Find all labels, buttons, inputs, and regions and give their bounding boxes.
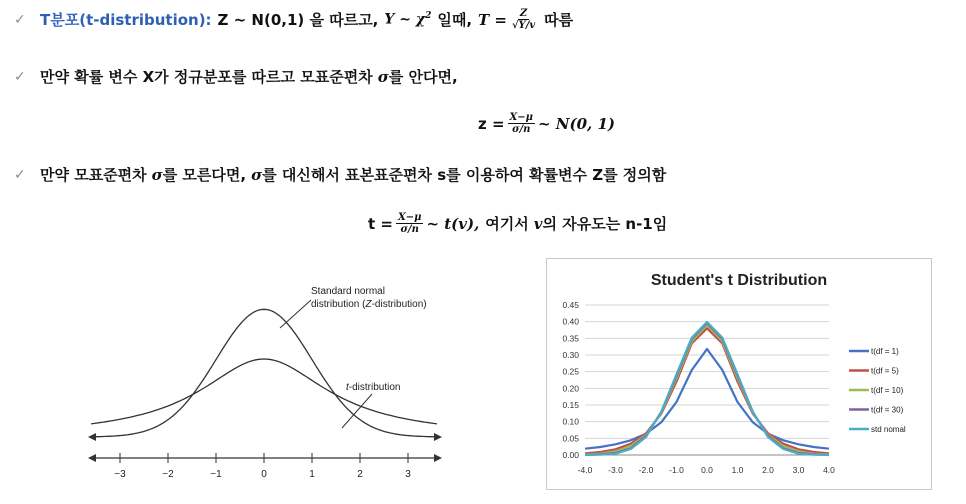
x-tick-label: −3 (114, 469, 126, 480)
y-tick-label: 0.40 (562, 316, 579, 327)
x-tick-label: 1 (309, 469, 315, 480)
y-tick-label: 0.35 (562, 333, 579, 344)
t-formula-text2: 의 자유도는 n-1임 (542, 215, 668, 233)
x-tick-label: 2.0 (762, 465, 774, 475)
x-axis-left-arrow (88, 454, 96, 462)
chart-title: Student's t Distribution (650, 272, 828, 289)
t-formula-rhs: ~ t(v), (426, 214, 480, 233)
y-tick-label: 0.20 (562, 383, 579, 394)
legend-label: t(df = 30) (871, 405, 904, 415)
bullet-unknown-sigma (14, 164, 666, 185)
x-tick-label: 0.0 (701, 465, 713, 475)
normal-label-leader (280, 300, 311, 328)
sigma-symbol: σ (151, 165, 163, 184)
t-label: t-distribution (346, 382, 401, 393)
x-tick-label: −1 (210, 469, 222, 480)
t-formula (368, 212, 667, 235)
x-tick-label: 3.0 (792, 465, 805, 475)
bullet-text-mid: 를 모른다면, (162, 166, 247, 184)
legend-label: t(df = 5) (871, 366, 899, 376)
series-line (585, 325, 829, 454)
when-text: 일때, (437, 11, 473, 29)
sigma-symbol: σ (377, 67, 389, 86)
y-tick-label: 0.00 (562, 450, 579, 460)
check-icon: ✓ (14, 166, 26, 183)
x-tick-label: 4.0 (823, 465, 835, 475)
y-tick-label: 0.25 (562, 366, 579, 377)
x-tick-label: 3 (405, 469, 411, 480)
legend-label: t(df = 1) (871, 347, 899, 356)
series-line (585, 328, 829, 453)
bullet-text: 만약 확률 변수 X가 정규분포를 따르고 모표준편차 (40, 68, 373, 86)
t-formula-text1: 여기서 (485, 215, 529, 233)
y-tick-label: 0.45 (562, 300, 579, 310)
legend-label: std nomal (871, 425, 906, 434)
t-formula-lhs: t = (368, 214, 393, 233)
bullet-t-distribution (14, 8, 573, 31)
y-tick-label: 0.30 (562, 350, 579, 360)
normal-label-line1: Standard normal (311, 286, 385, 297)
t-distribution-title: T분포(t-distribution): (40, 11, 212, 29)
bullet-text-end: 를 대신해서 표본표준편차 s를 이용하여 확률변수 Z를 정의함 (262, 166, 667, 184)
students-t-chart-svg (547, 259, 931, 489)
x-tick-label: 1.0 (731, 465, 744, 475)
x-tick-label: -1.0 (669, 465, 684, 475)
y-chi-expression: Y ~ $\chi^2$ (384, 11, 432, 28)
series-line (585, 323, 829, 455)
t-label-leader (342, 394, 372, 428)
standard-normal-curve (91, 309, 437, 437)
t-curve-left-arrow (88, 433, 96, 441)
t-formula-fraction: $\frac{X-\mu}{\sigma/n}$ (397, 212, 422, 235)
normal-vs-t-figure (80, 276, 450, 498)
bullet-text: 만약 모표준편차 (40, 166, 147, 184)
x-tick-label: -3.0 (608, 465, 623, 475)
z-formula-fraction: $\frac{X-\mu}{\sigma/n}$ (509, 112, 533, 135)
x-tick-label: -2.0 (638, 465, 654, 475)
x-tick-label: 2 (357, 469, 363, 480)
y-tick-label: 0.10 (562, 416, 579, 427)
check-icon: ✓ (14, 11, 26, 28)
z-formula (478, 112, 615, 135)
bullet-known-sigma (14, 66, 458, 87)
x-tick-label: -4.0 (577, 465, 593, 475)
follows-text: 따름 (544, 11, 574, 29)
y-tick-label: 0.05 (562, 433, 579, 444)
series-line (585, 349, 829, 449)
t-formula-fraction: $\frac{Z}{√Y/v}$ (511, 8, 536, 31)
t-curve-right-arrow (434, 433, 442, 441)
x-tick-label: 0 (261, 469, 267, 480)
t-formula-lhs: T = (478, 10, 507, 29)
bullet-text-end: 를 안다면, (388, 68, 458, 86)
sigma-symbol-2: σ (251, 165, 263, 184)
legend-label: t(df = 10) (871, 386, 904, 395)
z-normal-text: Z ~ N(0,1) 을 따르고, (217, 11, 379, 29)
x-axis-right-arrow (434, 454, 442, 462)
y-tick-label: 0.15 (562, 400, 579, 410)
v-symbol: v (533, 214, 543, 233)
z-formula-rhs: ~ N(0, 1) (538, 114, 616, 133)
normal-label-line2: distribution (Z-distribution) (311, 299, 427, 310)
x-tick-label: −2 (162, 469, 174, 480)
z-formula-lhs: z = (478, 114, 505, 133)
students-t-chart (546, 258, 932, 490)
check-icon: ✓ (14, 68, 26, 85)
x-axis-ticks (114, 453, 411, 480)
